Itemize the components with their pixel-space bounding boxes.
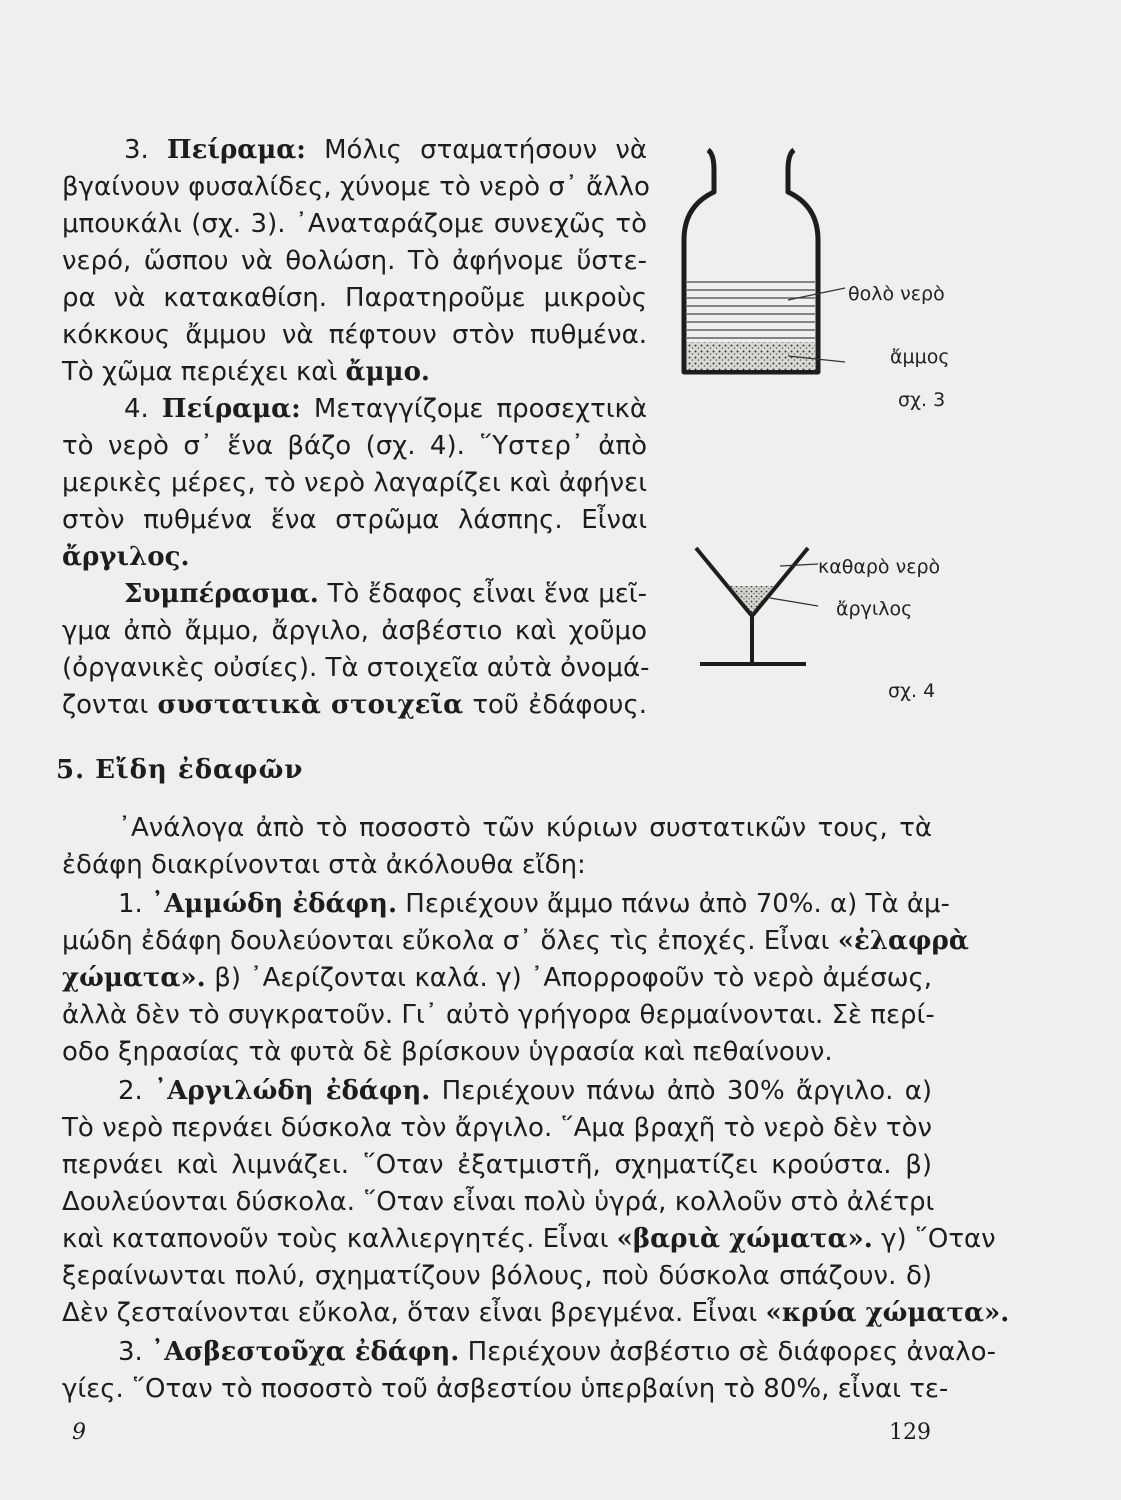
conclusion-line3: (ὀργανικὲς οὐσίες). Τὰ στοιχεῖα αὐτὰ ὀνομά- (62, 653, 650, 683)
experiment3-line6: κόκκους ἄμμου νὰ πέφτουν στὸν πυθμένα. (62, 320, 647, 350)
sandy-soils-line1: 1. ᾽Αμμώδη ἐδάφη. Περιέχουν ἄμμο πάνω ἀπὸ 70%. α) Τὰ ἀμ- (118, 889, 950, 919)
figure3-bottle-illustration (670, 140, 850, 385)
sandy-soils-line4: ἀλλὰ δὲν τὸ συγκρατοῦν. Γι᾽ αὐτὸ γρήγορα θερμαίνονται. Σὲ περί- (62, 1000, 935, 1030)
experiment3-line7: Τὸ χῶμα περιέχει καὶ ἄμμο. (62, 357, 430, 387)
page-number: 129 (889, 1420, 931, 1445)
sandy-soils-line2: μώδη ἐδάφη δουλεύονται εὔκολα σ᾽ ὅλες τὶς ἐποχές. Εἶναι «ἐλαφρὰ (62, 926, 969, 956)
experiment4-line1: 4. Πείραμα: Μεταγγίζομε προσεχτικὰ (124, 394, 647, 424)
figure4-label-clay: ἄργιλος (836, 598, 913, 620)
section5-intro-line2: ἐδάφη διακρίνονται στὰ ἀκόλουθα εἴδη: (62, 850, 586, 880)
clay-soils-line5: καὶ καταπονοῦν τοὺς καλλιεργητές. Εἶναι «βαριὰ χώματα». γ) ῞Οταν (62, 1224, 996, 1254)
figure3-label-sand: ἄμμος (890, 346, 950, 368)
experiment3-line4: νερό, ὥσπου νὰ θολώση. Τὸ ἀφήνομε ὕστε- (62, 246, 647, 276)
sandy-soils-line5: οδο ξηρασίας τὰ φυτὰ δὲ βρίσκουν ὑγρασία καὶ πεθαίνουν. (62, 1037, 833, 1067)
experiment3-line2: βγαίνουν φυσαλίδες, χύνομε τὸ νερὸ σ᾽ ἄλλο (62, 172, 650, 202)
figure3-caption: σχ. 3 (898, 389, 946, 411)
experiment4-line2: τὸ νερὸ σ᾽ ἕνα βάζο (σχ. 4). ῞Υστερ᾽ ἀπὸ (62, 431, 647, 461)
experiment4-line3: μερικὲς μέρες, τὸ νερὸ λαγαρίζει καὶ ἀφήνει (62, 468, 647, 498)
experiment3-line1: 3. Πείραμα: Μόλις σταματήσουν νὰ (124, 135, 648, 165)
experiment4-line4: στὸν πυθμένα ἕνα στρῶμα λάσπης. Εἶναι (62, 505, 647, 535)
section5-heading: 5. Εἴδη ἐδαφῶν (56, 755, 304, 785)
clay-soils-line3: περνάει καὶ λιμνάζει. ῞Οταν ἐξατμιστῆ, σχηματίζει κρούστα. β) (62, 1150, 932, 1180)
experiment4-line5: ἄργιλος. (62, 542, 190, 572)
clay-soils-line4: Δουλεύονται δύσκολα. ῞Οταν εἶναι πολὺ ὑγρά, κολλοῦν στὸ ἀλέτρι (62, 1187, 935, 1217)
conclusion-line4: ζονται συστατικὰ στοιχεῖα τοῦ ἐδάφους. (62, 690, 647, 720)
section5-intro-line1: ᾽Ανάλογα ἀπὸ τὸ ποσοστὸ τῶν κύριων συστατικῶν τους, τὰ (118, 813, 932, 843)
figure3-label-cloudy-water: θολὸ νερὸ (848, 283, 945, 305)
clay-soils-line6: ξεραίνωνται πολύ, σχηματίζουν βόλους, ποὺ δύσκολα σπάζουν. δ) (62, 1261, 932, 1291)
sandy-soils-line3: χώματα». β) ᾽Αερίζονται καλά. γ) ᾽Απορροφοῦν τὸ νερὸ ἀμέσως, (62, 963, 933, 993)
figure4-glass-illustration (690, 540, 830, 675)
experiment3-line5: ρα νὰ κατακαθίση. Παρατηροῦμε μικροὺς (62, 283, 647, 313)
clay-soils-line2: Τὸ νερὸ περνάει δύσκολα τὸν ἄργιλο. ῞Αμα βραχῆ τὸ νερὸ δὲν τὸν (62, 1113, 932, 1143)
printer-signature-mark: 9 (72, 1420, 86, 1445)
calcareous-soils-line2: γίες. ῞Οταν τὸ ποσοστὸ τοῦ ἀσβεστίου ὑπερβαίνη τὸ 80%, εἶναι τε- (62, 1374, 949, 1404)
conclusion-line1: Συμπέρασμα. Τὸ ἔδαφος εἶναι ἕνα μεῖ- (124, 579, 647, 609)
experiment3-line3: μπουκάλι (σχ. 3). ᾽Αναταράζομε συνεχῶς τὸ (62, 209, 647, 239)
calcareous-soils-line1: 3. ᾽Ασβεστοῦχα ἐδάφη. Περιέχουν ἀσβέστιο σὲ διάφορες ἀναλο- (118, 1337, 996, 1367)
clay-soils-line1: 2. ᾽Αργιλώδη ἐδάφη. Περιέχουν πάνω ἀπὸ 30% ἄργιλο. α) (118, 1076, 932, 1106)
clay-soils-line7: Δὲν ζεσταίνονται εὔκολα, ὅταν εἶναι βρεγμένα. Εἶναι «κρύα χώματα». (62, 1298, 1010, 1328)
conclusion-line2: γμα ἀπὸ ἄμμο, ἄργιλο, ἀσβέστιο καὶ χοῦμο (62, 616, 647, 646)
figure4-caption: σχ. 4 (888, 680, 936, 702)
figure4-label-clear-water: καθαρὸ νερὸ (818, 556, 941, 578)
